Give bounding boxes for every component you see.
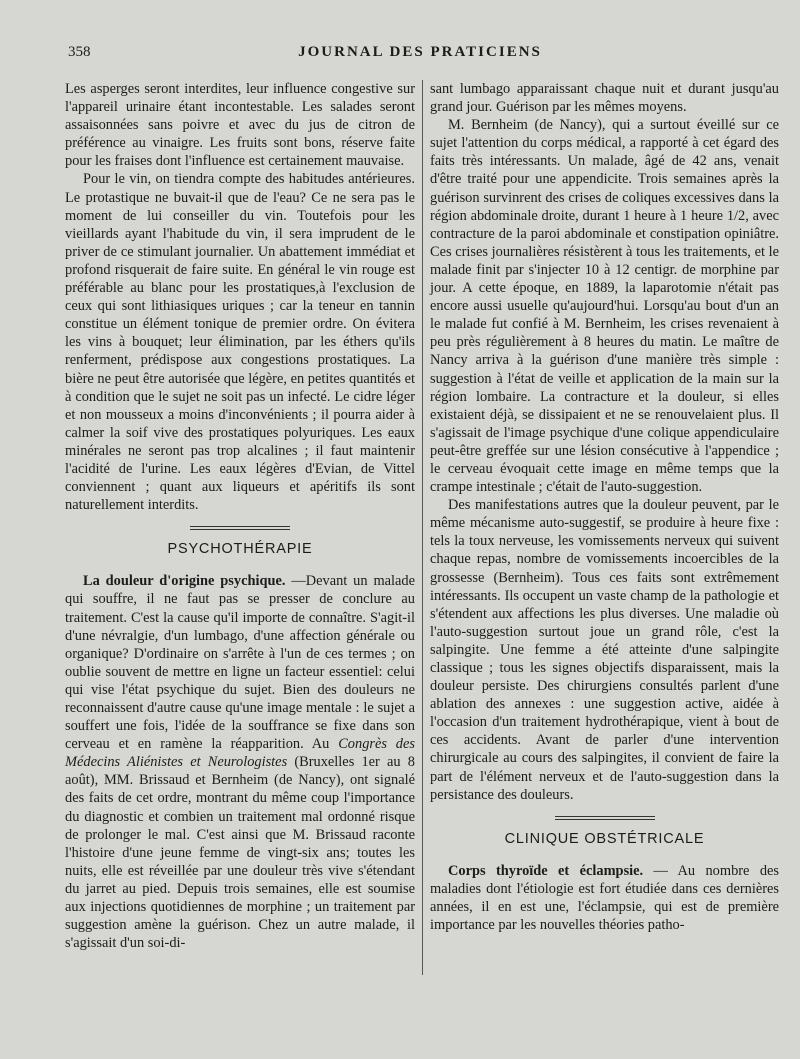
paragraph [65, 572, 415, 952]
article-lead: Corps thyroïde et éclampsie. [448, 862, 644, 879]
right-column [430, 80, 779, 934]
paragraph: Des manifestations autres que la douleur peuvent, par le même mécanisme auto-suggestif, se produire à heure fixe : tels la toux nerveuse, les vomissements nerveux qui suivent chaque repas, nombre de vomissements incoercibles de la grossesse (Bernheim). Tous ces faits sont extrêmement intéressants. Ils occupent un vaste champ de la pathologie et s'étendent aux affections les plus diverses. Une maladie où l'auto-suggestion surtout joue un grand rôle, c'est la salpingite. Une femme a été atteinte d'une salpingite classique ; tous les signes objectifs disparaissent, mais la douleur persiste. Des chirurgiens consultés parlent d'une ablation des annexes : une suggestion active, aidée à l'occasion d'un traitement hydrothérapique, vient à bout de ces accidents. Avant de parler d'une intervention chirurgicale au cours des salpingites, il convient de faire la part de l'élément nerveux et de l'auto-suggestion dans la persistance des douleurs. [430, 497, 779, 803]
paragraph: Pour le vin, on tiendra compte des habitudes antérieures. Le protastique ne buvait-il que de l'eau? Ce ne sera pas le moment de lui conseiller du vin. Toutefois pour les vieillards ayant l'habitude du vin, il sera imprudent de le priver de ce stimulant journalier. Un abattement immédiat et profond risquerait de faire suite. En général le vin rouge est préférable au blanc pour les prostatiques,à l'exclusion de ceux qui sont lithiasiques uriques ; car la teneur en tannin constitue un élément tonique de premier ordre. On évitera les vins à bouquet; leur élimination, par les éthers qu'ils renferment, prédispose aux congestions prostatiques. La bière ne peut être autorisée que légère, en petites quantités et à condition que le sujet ne soit pas un infecté. Le cidre léger et non mousseux a moins d'inconvénients ; il pourra aider à calmer la soif vive des prostatiques polyuriques. Les eaux minérales ne seront pas trop alcalines ; il faut maintenir l'acidité de l'urine. Les eaux légères d'Evian, de Vittel conviennent ; quant aux liqueurs et apéritifs ils sont naturellement interdits. [65, 171, 415, 514]
congress-name: Congrès des Médecins Aliénistes et Neurologistes [65, 736, 415, 771]
paragraph [430, 862, 779, 934]
section-title: PSYCHOTHÉRAPIE [167, 541, 313, 558]
article-text: (Bruxelles 1er au 8 août), MM. Brissaud et Bernheim (de Nancy), ont signalé des faits de cet ordre, montrant du même coup l'importance du diagnostic et combien un traitement mal ordonné risque de prolonger le mal. C'est ainsi que M. Brissaud raconte l'histoire d'une jeune femme de vingt-six ans; toutes les nuits, elle est réveillée par une douleur très vive s'étendant du jarret au pied. Depuis trois semaines, elle est soumise aux injections quotidiennes de morphine ; un traitement par suggestion amène la guérison. Chez un autre malade, il s'agissait d'un soi-di- [65, 754, 415, 952]
paragraph: Les asperges seront interdites, leur influence congestive sur l'appareil urinaire étant incontestable. Les salades seront assaisonnées sans poivre et avec du jus de citron de préférence au vinaigre. Les fruits sont bons, réserve faite pour les fraises dont l'influence est certainement mauvaise. [65, 81, 415, 170]
column-divider [422, 80, 423, 975]
section-title: CLINIQUE OBSTÉTRICALE [504, 830, 705, 847]
journal-title: JOURNAL DES PRATICIENS [298, 44, 542, 60]
section-separator [190, 526, 290, 530]
paragraph: sant lumbago apparaissant chaque nuit et durant jusqu'au grand jour. Guérison par les mêmes moyens. [430, 81, 779, 116]
article-text: — Au nombre des maladies dont l'étiologie est fort étudiée dans ces dernières années, il en est une, l'éclampsie, qui est de première importance par les nouvelles théories patho- [430, 862, 780, 934]
page-number: 358 [68, 44, 91, 60]
section-separator [555, 816, 655, 820]
paragraph: M. Bernheim (de Nancy), qui a surtout éveillé sur ce sujet l'attention du corps médical, a rapporté à cet égard des faits très intéressants. Un malade, âgé de 42 ans, venait d'être traité pour une appendicite. Trois semaines après la guérison survinrent des crises de coliques excessives dans la région abdominale droite, durant 1 heure à 1 heure 1/2, avec contracture de la paroi abdominale et constipation opiniâtre. Ces crises journalières résistèrent à tous les traitements, et le malade finit par s'injecter 10 à 12 centigr. de morphine par jour. A cette époque, en 1889, la laparotomie n'était pas encore aussi usuelle qu'aujourd'hui. Lorsqu'au bout d'un an le malade fut confié à M. Bernheim, les crises revenaient à peu près régulièrement à 8 heures du matin. Le maître de Nancy arriva à la guérison d'une manière très simple : suggestion à l'état de veille et application de la main sur la région lombaire. La contracture et la douleur, si elles existaient déjà, se dissipaient et ne se renouvelaient plus. Il s'agissait de l'image psychique d'une colique appendiculaire peut-être greffée sur une lésion consécutive à l'appendice ; le cerveau évoquait cette image en même temps que la crampe intestinale ; c'était de l'auto-suggestion. [430, 117, 779, 496]
left-column [65, 80, 415, 952]
article-lead: La douleur d'origine psychique. [83, 573, 286, 590]
page-header [68, 44, 772, 66]
article-text: —Devant un malade qui souffre, il ne faut pas se presser de conclure au traitement. C'est la cause qu'il importe de connaître. S'agit-il d'une névralgie, d'un lumbago, d'une affection générale ou organique? D'ordinaire on s'arrête à l'un de ces termes ; on oublie souvent de mettre en ligne un facteur essentiel: celui qui vise l'état psychique du sujet. Bien des douleurs ne reconnaissent d'autre cause qu'une image mentale : le sujet a souffert une fois, l'idée de la souffrance se fixe dans son cerveau et en ramène la réapparition. Au [65, 573, 415, 753]
